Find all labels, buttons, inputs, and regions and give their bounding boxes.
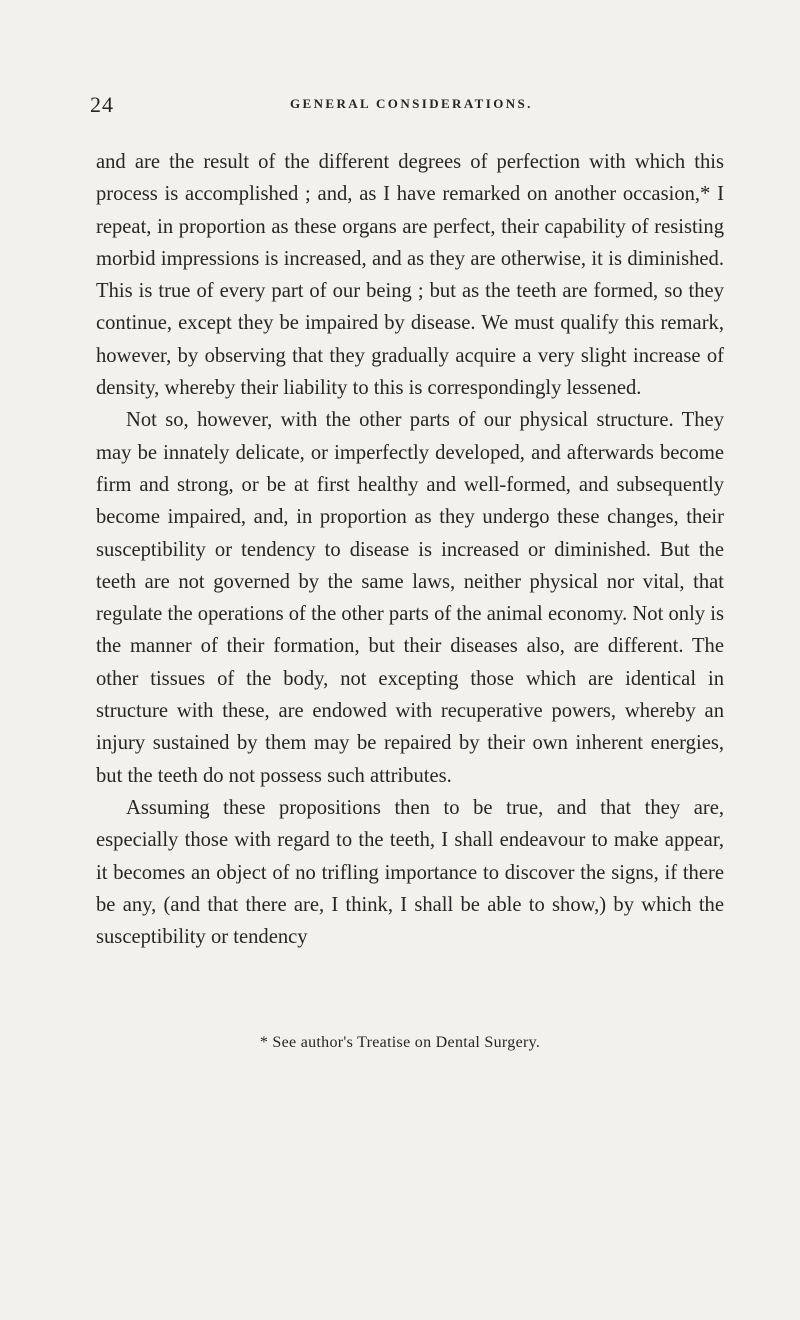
page-number: 24: [90, 92, 114, 117]
paragraph-1: and are the result of the different degrees of perfection with which this process is accomplished ; and, as I have remarked on another occasion,* I repeat, in proportion as these organs are perfect, their capability of resisting morbid impressions is increased, and as they are otherwise, it is diminished. This is true of every part of our being ; but as the teeth are formed, so they continue, except they be impaired by disease. We must qualify this remark, however, by observing that they gradually acquire a very slight increase of density, whereby their liability to this is correspondingly lessened.: [96, 151, 724, 400]
paragraph-3: Assuming these propositions then to be true, and that they are, especially those with regard to the teeth, I shall endeavour to make appear, it becomes an object of no trifling importance to discover the signs, if there be any, (and that there are, I think, I shall be able to show,) by which the susceptibility or tendency: [96, 796, 724, 949]
paragraph-2: Not so, however, with the other parts of our physical structure. They may be innately delicate, or imperfectly developed, and afterwards become firm and strong, or be at first healthy and well-formed, and subsequently become impaired, and, in proportion as they undergo these changes, their susceptibility or tendency to disease is increased or diminished. But the teeth are not governed by the same laws, neither physical nor vital, that regulate the operations of the other parts of the animal economy. Not only is the manner of their formation, but their diseases also, are different. The other tissues of the body, not excepting those which are identical in structure with these, are endowed with recuperative powers, whereby an injury sustained by them may be repaired by their own inherent energies, but the teeth do not possess such attributes.: [96, 409, 724, 787]
page-header: [90, 92, 730, 120]
footnote: * See author's Treatise on Dental Surgery.: [259, 1034, 541, 1051]
running-head: GENERAL CONSIDERATIONS.: [290, 96, 533, 111]
body-text: [96, 146, 724, 953]
